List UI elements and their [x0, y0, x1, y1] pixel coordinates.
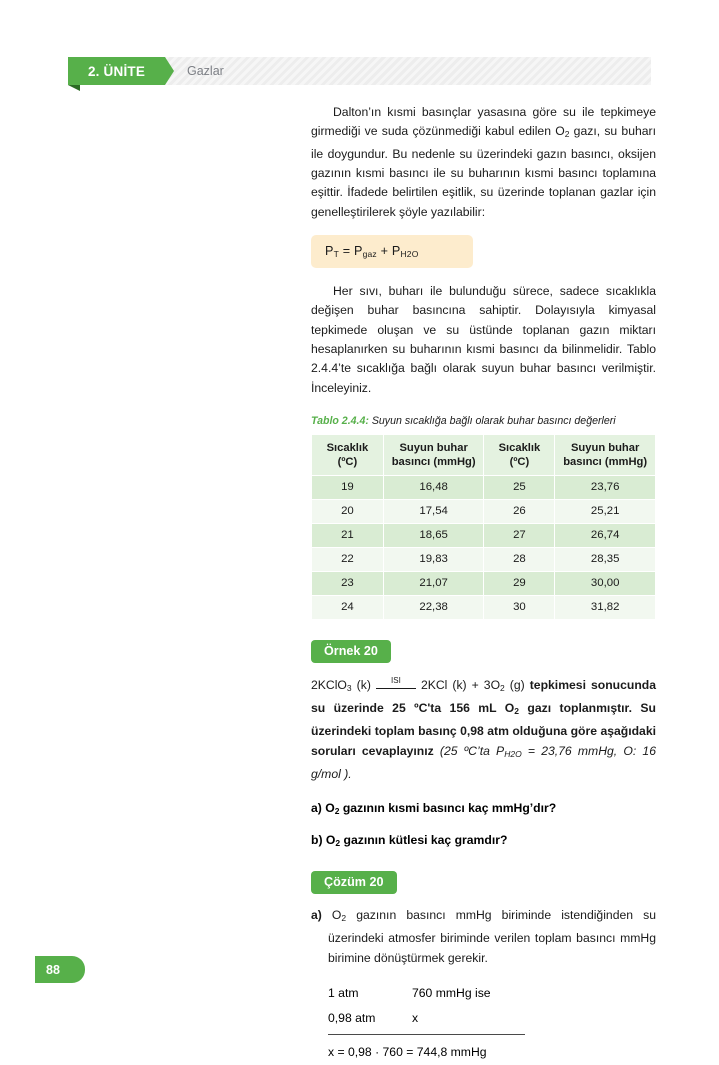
solution-text-part1: O [321, 908, 342, 923]
table-cell: 21,07 [383, 571, 484, 595]
table-row [312, 475, 656, 499]
table-cell: 28,35 [555, 547, 656, 571]
example-badge-label: Örnek [324, 643, 361, 658]
paragraph-intro [311, 103, 656, 222]
question-text-part2: gazının kısmi basıncı kaç mmHg’dır? [339, 801, 557, 816]
table-header-cell [484, 434, 555, 475]
table-cell: 26 [484, 499, 555, 523]
calc-cell: x [412, 1011, 419, 1026]
question-text-part1: O [325, 801, 335, 816]
table-cell: 16,48 [383, 475, 484, 499]
table-header-cell [555, 434, 656, 475]
reaction-right-state: (g) [504, 677, 525, 692]
table-caption [311, 415, 656, 427]
example-badge [311, 640, 391, 663]
table-cell: 23,76 [555, 475, 656, 499]
content-column [311, 103, 656, 1065]
page-header [68, 57, 651, 85]
table-cell: 17,54 [383, 499, 484, 523]
question-label: a) [311, 801, 322, 816]
table-header-cell [312, 434, 384, 475]
table-cell: 19,83 [383, 547, 484, 571]
unit-name: Gazlar [187, 64, 224, 78]
table-cell: 23 [312, 571, 384, 595]
header-line-2: (ºC) [509, 455, 530, 468]
reaction-left: 2KClO [311, 677, 347, 692]
calc-cell: 760 mmHg ise [412, 986, 491, 1001]
formula-eq: = P [339, 243, 363, 258]
header-line-2: basıncı (mmHg) [391, 455, 476, 468]
question-sub: 2 [334, 806, 340, 817]
question-item-a [311, 798, 656, 821]
solution-badge-label: Çözüm [324, 875, 366, 890]
table-cell: 25,21 [555, 499, 656, 523]
reaction-right: 2KCl (k) [415, 677, 472, 692]
reaction-left-state: (k) [351, 677, 376, 692]
table-cell: 30 [484, 595, 555, 619]
question-list [311, 798, 656, 853]
table-caption-label: Tablo 2.4.4: [311, 414, 369, 427]
table-cell: 21 [312, 523, 384, 547]
table-cell: 22,38 [383, 595, 484, 619]
header-line-1: Sıcaklık [498, 441, 541, 454]
example-text [311, 675, 656, 784]
table-cell: 19 [312, 475, 384, 499]
example-note-sub-2: 2 [510, 749, 516, 760]
table-row [312, 571, 656, 595]
table-cell: 27 [484, 523, 555, 547]
table-row [312, 595, 656, 619]
example-bold-part2: gazı toplanmıştır. Su üzerindeki toplam basınç 0,98 atm olduğuna göre aşağıdaki soruları cevaplayınız [311, 700, 656, 759]
table-caption-text: Suyun sıcaklığa bağlı olarak buhar basıncı değerleri [368, 414, 616, 427]
table-header-row [312, 434, 656, 475]
example-note-sub-h: H [504, 749, 511, 760]
example-note-part2: = 23,76 mmHg, O: 16 g/mol ). [311, 744, 656, 782]
formula-h2o-h: H [400, 249, 407, 260]
paragraph-intro-part2: gazı, su buharı ile doygundur. Bu nedenle su üzerindeki gazın basıncı, oksijen gazının kısmi basıncı ile su buharının kısmi basıncı toplamına eşittir. İfadede belirtilen eşitlik, su üzerinde toplanan gazlar için genelleştirilerek şöyle yazılabilir: [311, 124, 656, 219]
header-line-1: Suyun buhar [570, 441, 640, 454]
reaction-arrow-icon [376, 676, 416, 689]
example-badge-number: 20 [363, 643, 378, 658]
formula-plus: + P [376, 243, 401, 258]
calc-cell: 0,98 atm [328, 1011, 376, 1026]
o2-subscript: 2 [564, 129, 570, 140]
solution-text [311, 906, 656, 968]
formula-h2o-o: O [411, 249, 419, 260]
header-line-2: (ºC) [337, 455, 358, 468]
table-cell: 26,74 [555, 523, 656, 547]
unit-tag-shadow [68, 85, 80, 91]
example-note-sub-o: O [515, 749, 522, 760]
example-note-part1: (25 ºC’ta P [433, 744, 505, 759]
solution-badge-number: 20 [369, 875, 384, 890]
page-number: 88 [35, 956, 85, 983]
reaction-left-sub: 3 [346, 682, 352, 693]
table-cell: 29 [484, 571, 555, 595]
table-row [312, 523, 656, 547]
question-label: b) [311, 833, 323, 848]
header-line-2: basıncı (mmHg) [563, 455, 648, 468]
formula-pt: P [325, 243, 334, 258]
header-line-1: Suyun buhar [399, 441, 468, 454]
table-cell: 24 [312, 595, 384, 619]
calc-cell: 1 atm [328, 986, 359, 1001]
solution-badge [311, 871, 397, 894]
calculation-block [328, 981, 538, 1065]
question-text-part2: gazının kütlesi kaç gramdır? [340, 833, 508, 848]
question-sub: 2 [335, 838, 341, 849]
formula-gaz-sub: gaz [362, 249, 377, 260]
paragraph-vapor: Her sıvı, buharı ile bulunduğu sürece, sadece sıcaklıkla değişen buhar basıncına sahiptir. Dolayısıyla kimyasal tepkimede oluşan ve su üstünde toplanan gazın miktarı hesaplanırken su buharının kısmi basıncı da bilinmelidir. Tablo 2.4.4’te sıcaklığa bağlı olarak suyun buhar basıncı verilmiştir. İnceleyiniz. [311, 284, 656, 395]
calc-row-1 [328, 981, 538, 1006]
question-item-b [311, 830, 656, 853]
table-cell: 25 [484, 475, 555, 499]
solution-sub: 2 [341, 913, 347, 924]
vapor-pressure-table [311, 434, 656, 620]
table-cell: 18,65 [383, 523, 484, 547]
solution-pill-wrap [311, 871, 656, 894]
question-text-part1: O [325, 833, 336, 848]
unit-tag: 2. ÜNİTE [68, 57, 165, 85]
calc-result: x = 0,98 · 760 = 744,8 mmHg [328, 1045, 487, 1060]
formula-h2o-2: 2 [406, 249, 412, 260]
table-cell: 30,00 [555, 571, 656, 595]
reaction-right-sub: 2 [500, 682, 505, 693]
table-cell: 20 [312, 499, 384, 523]
reaction-arrow-label: ISI [391, 676, 401, 686]
table-header-cell [383, 434, 484, 475]
formula-box [311, 235, 473, 268]
calc-row-2 [328, 1006, 525, 1035]
table-cell: 31,82 [555, 595, 656, 619]
solution-text-part2: gazının basıncı mmHg biriminde istendiğinden su üzerindeki atmosfer biriminde verilen toplam basıncı mmHg birimine dönüştürmek gerekir. [328, 908, 656, 965]
solution-label: a) [311, 908, 322, 923]
example-pill-wrap [311, 640, 656, 663]
paragraph-intro-part1: Dalton’ın kısmi basınçlar yasasına göre su ile tepkimeye girmediği ve suda çözünmediği kabul edilen O [311, 105, 656, 139]
header-line-1: Sıcaklık [326, 441, 369, 454]
table-row [312, 499, 656, 523]
table-row [312, 547, 656, 571]
table-cell: 28 [484, 547, 555, 571]
reaction-right-plus: + 3O [471, 677, 501, 692]
table-cell: 22 [312, 547, 384, 571]
example-bold-part1: tepkimesi sonucunda su üzerinde 25 ºC'ta 156 mL O [311, 677, 657, 715]
formula-pt-sub: T [333, 249, 340, 260]
example-bold-sub: 2 [514, 706, 519, 717]
